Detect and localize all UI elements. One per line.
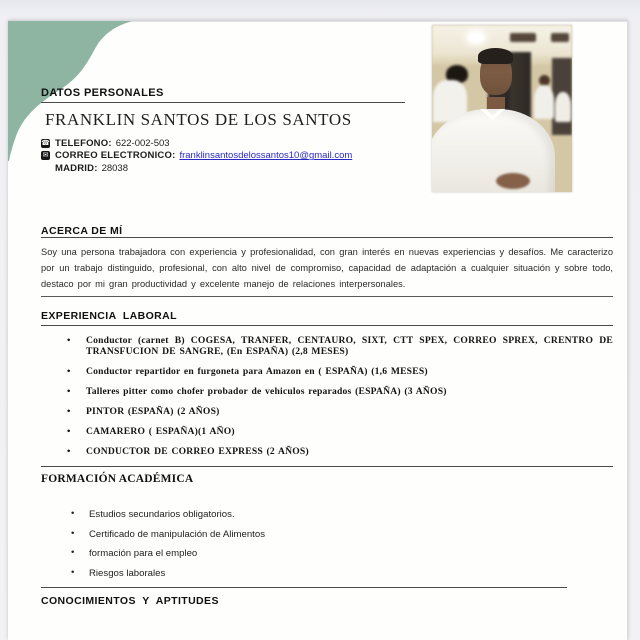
divider <box>41 102 405 103</box>
email-line <box>41 150 613 163</box>
phone-line <box>41 137 613 150</box>
candidate-name: FRANKLIN SANTOS DE LOS SANTOS <box>45 110 352 129</box>
email-label: CORREO ELECTRONICO: <box>55 150 176 162</box>
education-item: • formación para el empleo <box>41 548 613 559</box>
phone-value: 622-002-503 <box>115 137 170 149</box>
phone-icon: ☎ <box>41 139 50 147</box>
section-title-experiencia-laboral: EXPERIENCIA LABORAL <box>41 309 177 322</box>
divider <box>41 466 613 467</box>
city-label: MADRID: <box>55 162 98 174</box>
experience-item: • Conductor (carnet B) COGESA, TRANFER, CENTAURO, SIXT, CTT SPEX, CORREO SPREX, CRENTRO DE TRANSFUCION DE SANGRE, (En ESPAÑA) (2,8 MESES) <box>41 335 613 358</box>
divider <box>41 296 613 297</box>
experience-item: • Conductor repartidor en furgoneta para Amazon en ( ESPAÑA) (1,6 MESES) <box>41 366 613 378</box>
experience-item: • Talleres pitter como chofer probador de vehiculos reparados (ESPAÑA) (3 AÑOS) <box>41 386 613 398</box>
section-personal <box>41 87 613 175</box>
section-skills <box>41 587 613 607</box>
contact-block <box>41 137 613 175</box>
experience-item: • CONDUCTOR DE CORREO EXPRESS (2 AÑOS) <box>41 446 613 458</box>
education-item: • Riesgos laborales <box>41 568 613 579</box>
education-list <box>41 509 613 579</box>
divider <box>41 587 567 588</box>
cv-page <box>8 20 628 640</box>
section-education <box>41 466 613 579</box>
section-title-conocimientos-aptitudes: CONOCIMIENTOS Y APTITUDES <box>41 595 219 607</box>
education-item: • Certificado de manipulación de Alimentos <box>41 529 613 540</box>
address-line <box>55 162 613 175</box>
about-paragraph: Soy una persona trabajadora con experiencia y profesionalidad, con gran interés en nuevas experiencias y desafíos. Me caracterizo por un trabajo distinguido, profesional, con alto nivel de compromiso, capacidad de adaptación a cualquier situación y sobre todo, destaco por mi gran productividad y excelente manejo de relaciones interpersonales. <box>41 246 613 289</box>
cv-content <box>8 21 627 607</box>
postal-code: 28038 <box>101 162 128 174</box>
phone-label: TELEFONO: <box>55 137 112 149</box>
section-experience <box>41 310 613 458</box>
experience-item: • CAMARERO ( ESPAÑA)(1 AÑO) <box>41 426 613 438</box>
section-title-acerca-de-mi: ACERCA DE MÍ <box>41 224 123 237</box>
education-item: • Estudios secundarios obligatorios. <box>41 509 613 520</box>
divider <box>41 325 613 326</box>
divider <box>41 237 613 238</box>
section-title-formacion-academica: FORMACIÓN ACADÉMICA <box>41 473 194 485</box>
email-icon: ✉ <box>42 152 49 160</box>
experience-item: • PINTOR (ESPAÑA) (2 AÑOS) <box>41 406 613 418</box>
email-link[interactable]: franklinsantosdelossantos10@gmail.com <box>179 150 353 162</box>
section-about <box>41 225 613 297</box>
section-title-datos-personales: DATOS PERSONALES <box>41 87 164 99</box>
experience-list <box>41 335 613 458</box>
